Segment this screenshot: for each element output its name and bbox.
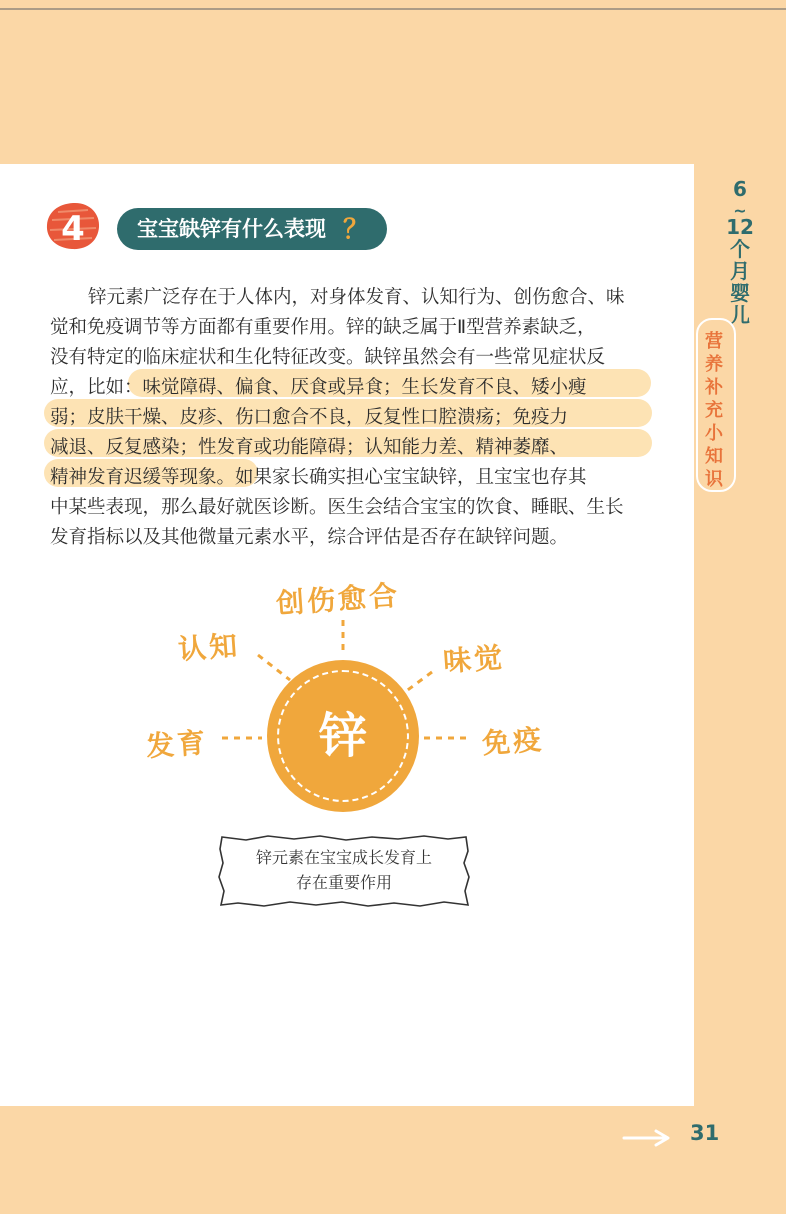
- sidebar-subtitle-char: 营: [705, 331, 723, 352]
- body-line: 精神发育迟缓等现象。如果家长确实担心宝宝缺锌，且宝宝也存其: [50, 467, 587, 488]
- page-number: 31: [690, 1121, 720, 1145]
- question-mark-icon: ？: [343, 215, 370, 245]
- body-line: 应，比如：味觉障碍、偏食、厌食或异食；生长发育不良、矮小瘦: [50, 377, 587, 398]
- body-line: 发育指标以及其他微量元素水平，综合评估是否存在缺锌问题。: [50, 527, 569, 548]
- body-line: 锌元素广泛存在于人体内，对身体发育、认知行为、创伤愈合、味: [88, 287, 625, 308]
- sidebar-subtitle-char: 补: [705, 377, 723, 398]
- label-taste: 味觉: [442, 640, 507, 679]
- section-number: 4: [61, 209, 85, 249]
- sidebar-title-char: 婴: [730, 281, 750, 305]
- sidebar-subtitle-char: 识: [705, 469, 723, 490]
- sidebar-title-char: 儿: [730, 303, 750, 327]
- label-cognition: 认知: [177, 628, 242, 667]
- sidebar-title-char: 6: [733, 177, 747, 201]
- body-line: 觉和免疫调节等方面都有重要作用。锌的缺乏属于Ⅱ型营养素缺乏，: [50, 317, 596, 338]
- sidebar-subtitle-char: 小: [705, 423, 723, 444]
- section-title: 宝宝缺锌有什么表现: [117, 208, 387, 250]
- caption-line: 锌元素在宝宝成长发育上: [255, 848, 432, 867]
- label-wound-healing: 创伤愈合: [275, 578, 402, 621]
- sidebar-title-char: 月: [730, 259, 750, 283]
- sidebar-title-char: 12: [726, 215, 754, 239]
- body-line: 减退、反复感染；性发育或功能障碍；认知能力差、精神萎靡、: [50, 437, 569, 458]
- body-line: 中某些表现，那么最好就医诊断。医生会结合宝宝的饮食、睡眠、生长: [50, 497, 624, 518]
- zinc-label: 锌: [318, 708, 367, 764]
- sidebar-subtitle-char: 养: [705, 354, 723, 375]
- body-line: 弱；皮肤干燥、皮疹、伤口愈合不良，反复性口腔溃疡；免疫力: [50, 407, 569, 428]
- sidebar-subtitle-char: 知: [705, 446, 723, 467]
- sidebar-title-char: 个: [730, 237, 750, 261]
- chapter-sidebar: [694, 164, 786, 1106]
- label-development: 发育: [145, 725, 210, 764]
- body-line: 没有特定的临床症状和生化特征改变。缺锌虽然会有一些常见症状反: [50, 347, 606, 368]
- sidebar-title-char: ~: [733, 201, 747, 220]
- caption-line: 存在重要作用: [295, 873, 392, 892]
- caption: [216, 845, 472, 895]
- label-immunity: 免疫: [481, 722, 546, 761]
- sidebar-subtitle-char: 充: [705, 400, 723, 421]
- right-arrow-icon: [622, 1128, 672, 1148]
